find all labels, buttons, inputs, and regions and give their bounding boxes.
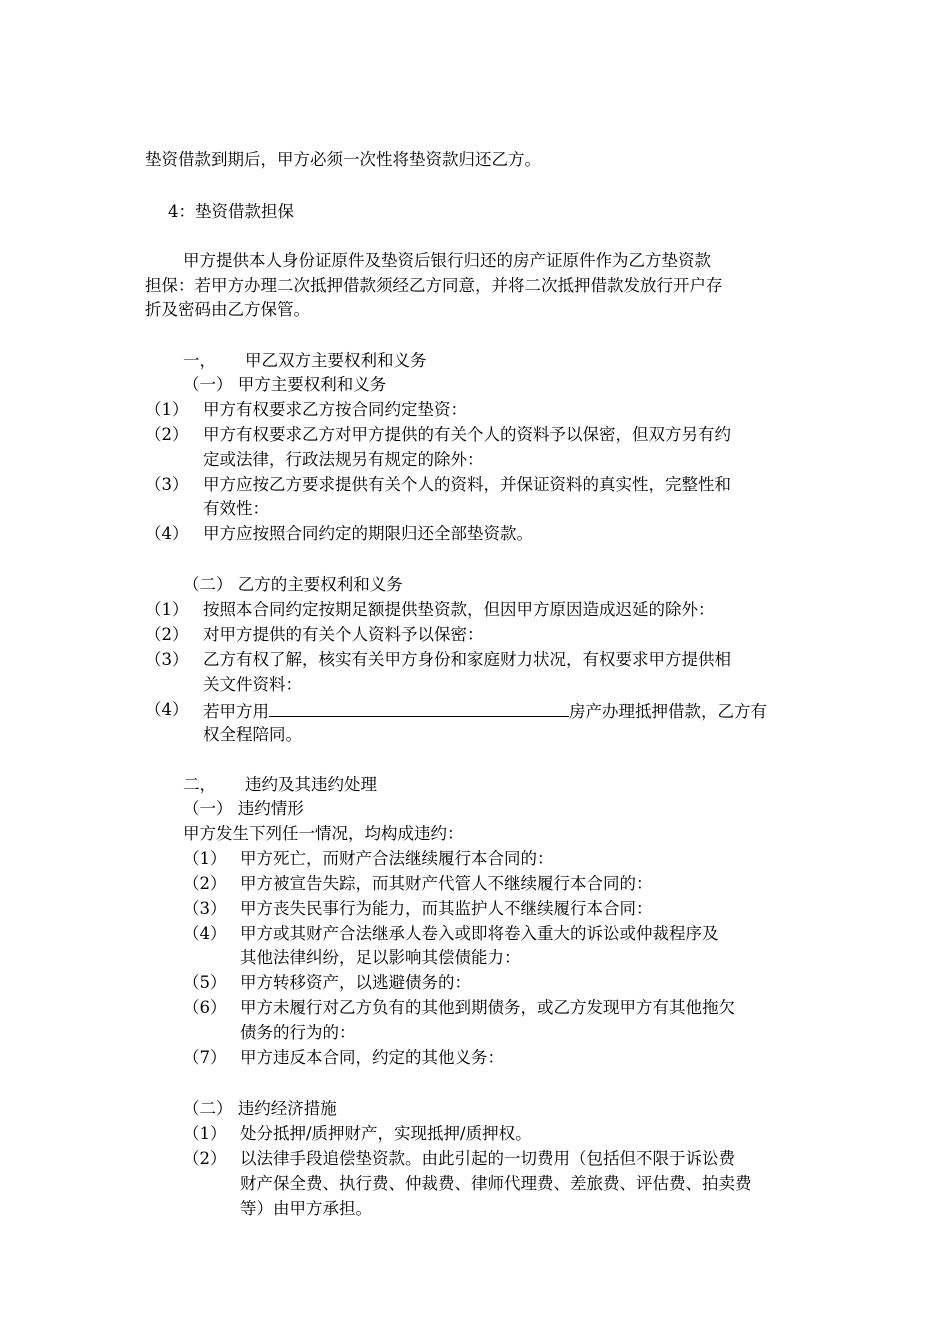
list-item-text-pre: 若甲方用 bbox=[203, 702, 269, 721]
list-item-number: （1） bbox=[183, 1124, 227, 1143]
list-item-number: （4） bbox=[145, 700, 189, 719]
list-item-text: 处分抵押/质押财产，实现抵押/质押权。 bbox=[240, 1124, 532, 1143]
list-item-text: 按照本合同约定按期足额提供垫资款，但因甲方原因造成迟延的除外： bbox=[203, 600, 715, 619]
part2-title: 违约及其违约处理 bbox=[245, 775, 377, 794]
list-item-number: （1） bbox=[183, 849, 227, 868]
list-item-text: 甲方未履行对乙方负有的其他到期债务，或乙方发现甲方有其他拖欠 bbox=[240, 998, 735, 1017]
list-item-text-cont: 债务的行为的： bbox=[240, 1023, 356, 1042]
list-item-text: 甲方有权要求乙方按合同约定垫资： bbox=[203, 400, 467, 419]
list-item-text: 甲方丧失民事行为能力，而其监护人不继续履行本合同： bbox=[240, 899, 653, 918]
list-item-text-cont: 有效性： bbox=[203, 499, 269, 518]
list-item-text: 甲方有权要求乙方对甲方提供的有关个人的资料予以保密，但双方另有约 bbox=[203, 425, 731, 444]
list-item-text: 甲方应按照合同约定的期限归还全部垫资款。 bbox=[203, 524, 533, 543]
paragraph-guarantee-line2: 担保：若甲方办理二次抵押借款须经乙方同意，并将二次抵押借款发放行开户存 bbox=[145, 276, 723, 295]
list-item-number: （4） bbox=[145, 524, 189, 543]
part1-sub1-title: （一） 甲方主要权利和义务 bbox=[183, 375, 387, 394]
list-item-number: （3） bbox=[183, 899, 227, 918]
fill-in-blank-property[interactable] bbox=[269, 698, 569, 717]
paragraph-guarantee-line1: 甲方提供本人身份证原件及垫资后银行归还的房产证原件作为乙方垫资款 bbox=[183, 251, 711, 270]
paragraph-repayment: 垫资借款到期后，甲方必须一次性将垫资款归还乙方。 bbox=[145, 150, 541, 169]
list-item-number: （4） bbox=[183, 924, 227, 943]
list-item-number: （2） bbox=[145, 425, 189, 444]
list-item-number: （5） bbox=[183, 973, 227, 992]
list-item-text: 对甲方提供的有关个人资料予以保密： bbox=[203, 625, 484, 644]
list-item-text-cont: 财产保全费、执行费、仲裁费、律师代理费、差旅费、评估费、拍卖费 bbox=[240, 1174, 752, 1193]
paragraph-guarantee-line3: 折及密码由乙方保管。 bbox=[145, 300, 310, 319]
list-item-text: 甲方死亡，而财产合法继续履行本合同的： bbox=[240, 849, 554, 868]
list-item-number: （3） bbox=[145, 650, 189, 669]
section-4-title: 4：垫资借款担保 bbox=[168, 202, 294, 221]
list-item-text: 甲方违反本合同，约定的其他义务： bbox=[240, 1048, 504, 1067]
list-item-text: 甲方应按乙方要求提供有关个人的资料，并保证资料的真实性，完整性和 bbox=[203, 475, 731, 494]
list-item-text-cont: 其他法律纠纷，足以影响其偿债能力： bbox=[240, 948, 521, 967]
part2-sub1-title: （一） 违约情形 bbox=[183, 799, 304, 818]
list-item-number: （7） bbox=[183, 1048, 227, 1067]
part1-number: 一， bbox=[183, 351, 216, 370]
list-item-text: 甲方被宣告失踪，而其财产代管人不继续履行本合同的： bbox=[240, 874, 653, 893]
list-item-text-cont: 等）由甲方承担。 bbox=[240, 1199, 372, 1218]
list-item-text: 甲方或其财产合法继承人卷入或即将卷入重大的诉讼或仲裁程序及 bbox=[240, 924, 719, 943]
list-item-number: （1） bbox=[145, 600, 189, 619]
list-item-number: （2） bbox=[145, 625, 189, 644]
part1-sub2-title: （二） 乙方的主要权利和义务 bbox=[183, 575, 403, 594]
list-item-text: 乙方有权了解，核实有关甲方身份和家庭财力状况，有权要求甲方提供相 bbox=[203, 650, 731, 669]
list-item-text: 甲方转移资产，以逃避债务的： bbox=[240, 973, 471, 992]
part2-sub2-title: （二） 违约经济措施 bbox=[183, 1099, 337, 1118]
list-item-text-post: 房产办理抵押借款，乙方有 bbox=[569, 702, 767, 721]
list-item-number: （1） bbox=[145, 400, 189, 419]
part2-intro: 甲方发生下列任一情况，均构成违约： bbox=[183, 824, 464, 843]
list-item-number: （2） bbox=[183, 874, 227, 893]
list-item-number: （2） bbox=[183, 1149, 227, 1168]
list-item-text-cont: 权全程陪同。 bbox=[203, 725, 302, 744]
list-item-text: 以法律手段追偿垫资款。由此引起的一切费用（包括但不限于诉讼费 bbox=[240, 1149, 735, 1168]
list-item-text-cont: 关文件资料： bbox=[203, 675, 302, 694]
list-item-number: （6） bbox=[183, 998, 227, 1017]
part2-number: 二， bbox=[183, 775, 216, 794]
list-item-text-cont: 定或法律，行政法规另有规定的除外： bbox=[203, 450, 484, 469]
list-item-text bbox=[203, 698, 767, 724]
part1-title: 甲乙双方主要权利和义务 bbox=[245, 351, 427, 370]
list-item-number: （3） bbox=[145, 475, 189, 494]
